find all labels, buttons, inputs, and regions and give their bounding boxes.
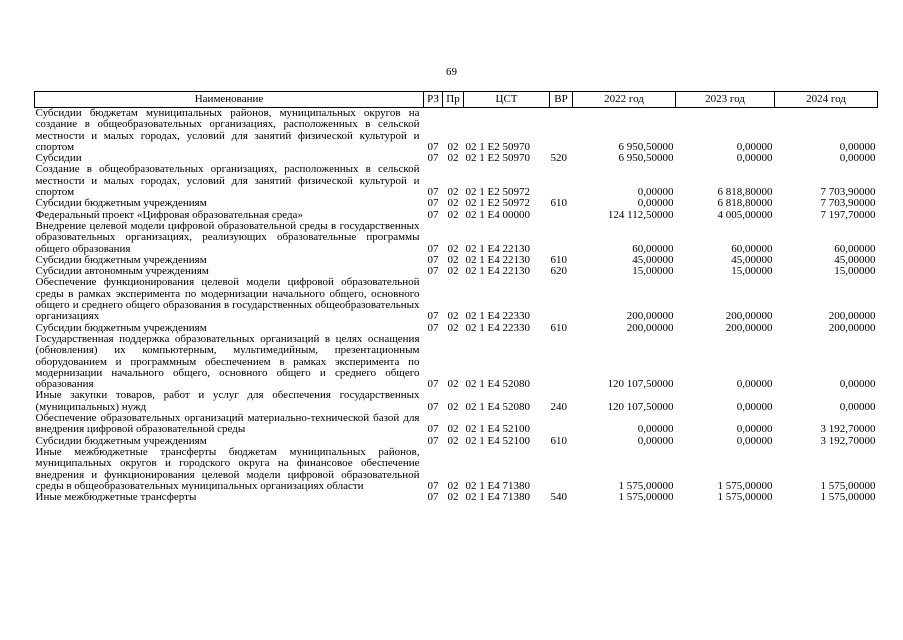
budget-table: [34, 91, 878, 503]
row-cst: 02 1 E2 50972: [465, 186, 530, 199]
row-2023: 1 575,00000: [717, 491, 773, 504]
header-2024: 2024 год: [775, 92, 878, 108]
row-2024: 0,00000: [839, 400, 876, 413]
header-cst: ЦСТ: [464, 92, 550, 108]
row-rz: 07: [427, 186, 439, 199]
row-2024: 1 575,00000: [820, 491, 876, 504]
row-vr: 610: [550, 197, 567, 210]
table-body: [35, 108, 878, 504]
row-2022: 1 575,00000: [618, 491, 674, 504]
table-row: [35, 334, 878, 390]
row-pr: 02: [447, 208, 459, 221]
row-rz: 07: [427, 378, 439, 391]
row-vr: [550, 334, 573, 390]
row-2024: 7 703,90000: [820, 197, 876, 210]
row-2024: 45,00000: [834, 253, 876, 266]
row-name: Субсидии: [35, 152, 82, 165]
row-rz: 07: [427, 242, 439, 255]
row-vr: 610: [550, 321, 567, 334]
row-2023: 200,00000: [725, 310, 773, 323]
row-2022: 200,00000: [626, 310, 674, 323]
row-2022: 60,00000: [632, 242, 674, 255]
table-row: [35, 221, 878, 255]
row-2023: 0,00000: [736, 434, 773, 447]
row-2024: 60,00000: [834, 242, 876, 255]
row-2024: 200,00000: [828, 310, 876, 323]
row-name: Субсидии автономным учреждениям: [35, 265, 209, 278]
row-cst: 02 1 E4 71380: [465, 491, 530, 504]
row-cst: 02 1 E4 22330: [465, 321, 530, 334]
row-2024: 3 192,70000: [820, 423, 876, 436]
table-row: [35, 277, 878, 322]
row-name: Государственная поддержка образовательных организаций в целях оснащения (обновления) их компьютерным, мультимедийным, презентационным оборудованием и программным обеспечением в рамках эксперимента по модернизации начального общего, основного общего и среднего общего образования: [35, 332, 420, 391]
row-cst: 02 1 E4 52100: [465, 434, 530, 447]
row-cst: 02 1 E4 22330: [465, 310, 530, 323]
row-2023: 15,00000: [731, 265, 773, 278]
row-pr: 02: [447, 321, 459, 334]
row-pr: 02: [447, 423, 459, 436]
row-vr: 540: [550, 491, 567, 504]
row-rz: 07: [427, 253, 439, 266]
row-pr: 02: [447, 253, 459, 266]
table-row: [35, 492, 878, 503]
row-2022: 0,00000: [637, 186, 674, 199]
row-name: Иные закупки товаров, работ и услуг для обеспечения государственных (муниципальных) нужд: [35, 389, 420, 413]
row-2022: 0,00000: [637, 434, 674, 447]
table-row: [35, 390, 878, 413]
row-2022: 6 950,50000: [618, 140, 674, 153]
row-pr: 02: [447, 265, 459, 278]
row-rz: 07: [427, 208, 439, 221]
row-vr: [550, 210, 573, 221]
row-2023: 6 818,80000: [717, 197, 773, 210]
row-pr: 02: [447, 400, 459, 413]
row-cst: 02 1 E4 22130: [465, 253, 530, 266]
row-2024: 15,00000: [834, 265, 876, 278]
row-cst: 02 1 E2 50972: [465, 197, 530, 210]
row-pr: 02: [447, 479, 459, 492]
row-2024: 3 192,70000: [820, 434, 876, 447]
row-cst: 02 1 E4 52080: [465, 400, 530, 413]
row-2024: 0,00000: [839, 378, 876, 391]
row-pr: 02: [447, 434, 459, 447]
row-vr: [550, 108, 573, 154]
table-header-row: [35, 92, 878, 108]
row-cst: 02 1 E4 22130: [465, 242, 530, 255]
row-vr: [550, 277, 573, 322]
row-2022: 1 575,00000: [618, 479, 674, 492]
table-row: [35, 164, 878, 198]
row-2024: 1 575,00000: [820, 479, 876, 492]
table-row: [35, 198, 878, 209]
page-number: 69: [446, 66, 457, 78]
row-name: Внедрение целевой модели цифровой образовательной среды в государственных образовательных организациях, реализующих образовательные программы общего образования: [35, 219, 420, 255]
header-vr: ВР: [550, 92, 573, 108]
row-rz: 07: [427, 479, 439, 492]
row-rz: 07: [427, 423, 439, 436]
row-2022: 15,00000: [632, 265, 674, 278]
row-pr: 02: [447, 152, 459, 165]
row-cst: 02 1 E2 50970: [465, 140, 530, 153]
row-vr: 620: [550, 265, 567, 278]
row-name: Обеспечение функционирования целевой модели цифровой образовательной среды в рамках эксперимента по модернизации начального общего, основного общего и среднего общего образования в государственных общеобразовательных организациях: [35, 276, 420, 323]
header-2022: 2022 год: [573, 92, 676, 108]
row-2022: 200,00000: [626, 321, 674, 334]
row-rz: 07: [427, 265, 439, 278]
row-cst: 02 1 E4 52080: [465, 378, 530, 391]
header-name: Наименование: [35, 92, 424, 108]
row-2024: 0,00000: [839, 140, 876, 153]
row-cst: 02 1 E2 50970: [465, 152, 530, 165]
row-pr: 02: [447, 242, 459, 255]
row-2023: 0,00000: [736, 378, 773, 391]
row-2024: 7 703,90000: [820, 186, 876, 199]
row-2022: 120 107,50000: [607, 378, 674, 391]
row-2022: 124 112,50000: [607, 208, 674, 221]
row-rz: 07: [427, 434, 439, 447]
row-name: Субсидии бюджетным учреждениям: [35, 197, 207, 210]
row-vr: [550, 164, 573, 198]
row-rz: 07: [427, 152, 439, 165]
row-vr: 240: [550, 400, 567, 413]
row-cst: 02 1 E4 52100: [465, 423, 530, 436]
table-row: [35, 108, 878, 154]
row-2023: 0,00000: [736, 400, 773, 413]
row-pr: 02: [447, 378, 459, 391]
row-2023: 0,00000: [736, 423, 773, 436]
row-rz: 07: [427, 197, 439, 210]
row-vr: 610: [550, 434, 567, 447]
row-vr: [550, 447, 573, 492]
header-pr: Пр: [443, 92, 464, 108]
row-2024: 200,00000: [828, 321, 876, 334]
row-rz: 07: [427, 310, 439, 323]
row-pr: 02: [447, 197, 459, 210]
row-pr: 02: [447, 186, 459, 199]
row-name: Иные межбюджетные трансферты бюджетам муниципальных районов, муниципальных округов и городского округа на финансовое обеспечение внедрения и функционирования целевой модели цифровой образовательной среды в общеобразовательных муниципальных организациях области: [35, 445, 420, 492]
row-rz: 07: [427, 491, 439, 504]
row-cst: 02 1 E4 71380: [465, 479, 530, 492]
row-vr: [550, 221, 573, 255]
row-name: Субсидии бюджетным учреждениям: [35, 434, 207, 447]
row-2024: 7 197,70000: [820, 208, 876, 221]
row-name: Субсидии бюджетным учреждениям: [35, 253, 207, 266]
row-2023: 1 575,00000: [717, 479, 773, 492]
row-2023: 6 818,80000: [717, 186, 773, 199]
row-name: Федеральный проект «Цифровая образовательная среда»: [35, 208, 303, 221]
row-vr: [550, 413, 573, 436]
row-2023: 0,00000: [736, 140, 773, 153]
row-vr: 520: [550, 152, 567, 165]
row-rz: 07: [427, 140, 439, 153]
row-name: Обеспечение образовательных организаций материально-технической базой для внедрения цифровой образовательной среды: [35, 412, 420, 436]
row-name: Иные межбюджетные трансферты: [35, 491, 197, 504]
row-2023: 45,00000: [731, 253, 773, 266]
row-2023: 200,00000: [725, 321, 773, 334]
row-2024: 0,00000: [839, 152, 876, 165]
row-cst: 02 1 E4 00000: [465, 208, 530, 221]
row-2022: 45,00000: [632, 253, 674, 266]
row-pr: 02: [447, 140, 459, 153]
row-2022: 0,00000: [637, 423, 674, 436]
row-2023: 60,00000: [731, 242, 773, 255]
row-rz: 07: [427, 400, 439, 413]
row-2022: 6 950,50000: [618, 152, 674, 165]
header-2023: 2023 год: [676, 92, 775, 108]
row-vr: 610: [550, 253, 567, 266]
row-2022: 0,00000: [637, 197, 674, 210]
table-row: [35, 413, 878, 436]
row-name: Субсидии бюджетам муниципальных районов, муниципальных округов на создание в общеобразовательных организациях, расположенных в сельской местности и малых городах, условий для занятий физической культурой и спортом: [35, 107, 420, 153]
row-name: Субсидии бюджетным учреждениям: [35, 321, 207, 334]
row-pr: 02: [447, 491, 459, 504]
row-2023: 0,00000: [736, 152, 773, 165]
header-rz: РЗ: [424, 92, 443, 108]
row-pr: 02: [447, 310, 459, 323]
row-cst: 02 1 E4 22130: [465, 265, 530, 278]
row-2022: 120 107,50000: [607, 400, 674, 413]
row-2023: 4 005,00000: [717, 208, 773, 221]
row-name: Создание в общеобразовательных организациях, расположенных в сельской местности и малых городах, условий для занятий физической культурой и спортом: [35, 163, 420, 199]
table-row: [35, 447, 878, 492]
row-rz: 07: [427, 321, 439, 334]
